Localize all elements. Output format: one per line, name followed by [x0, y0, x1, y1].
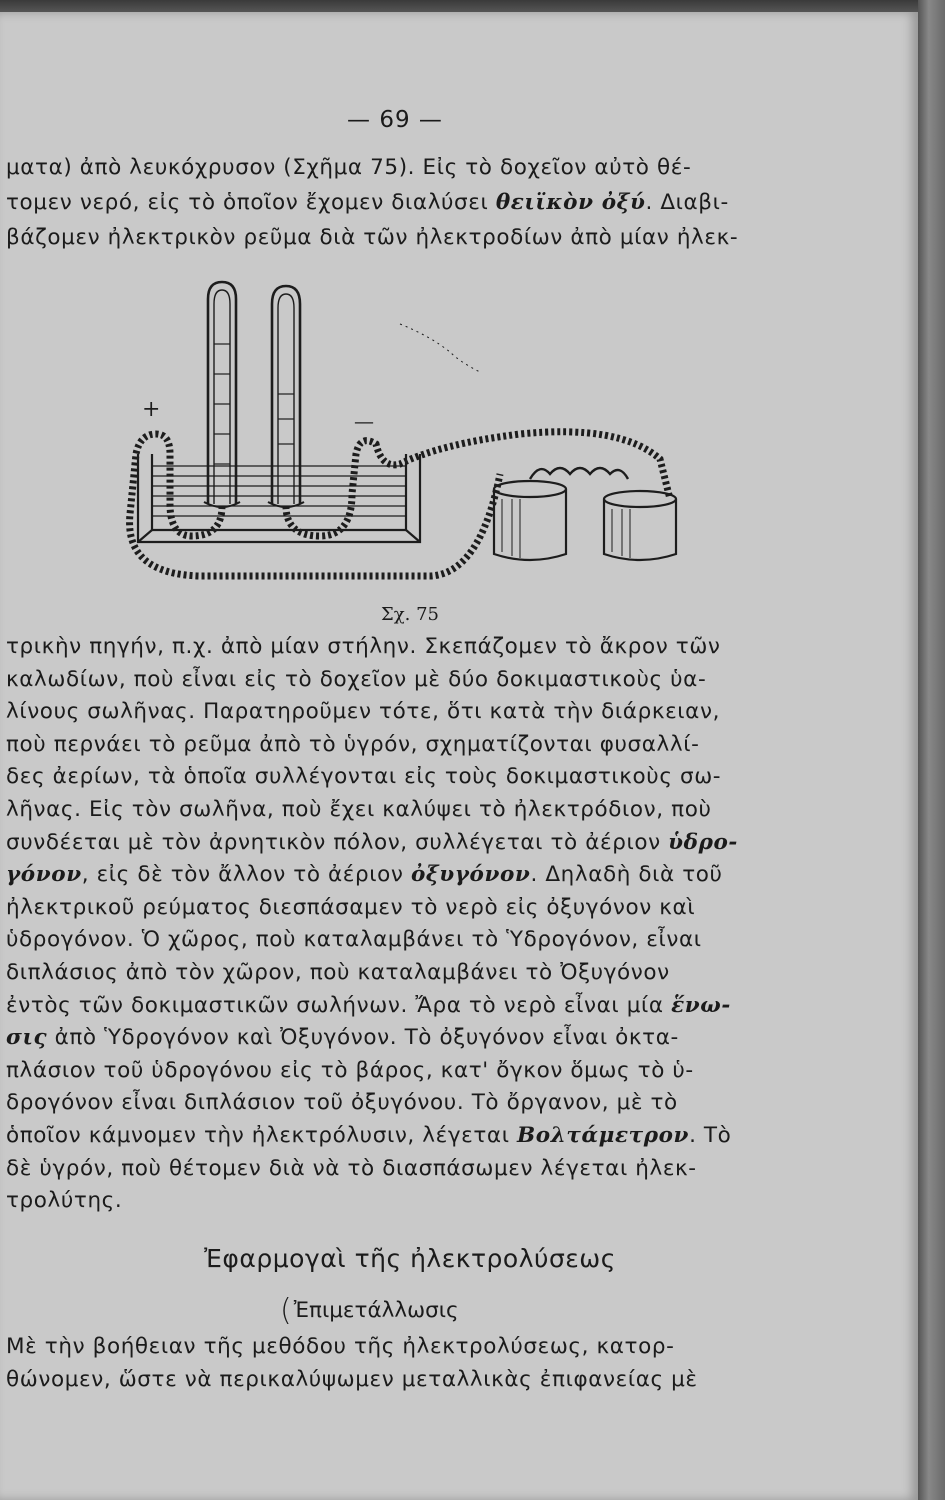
text-segment: λίνους σωλῆνας. Παρατηροῦμεν τότε, ὅτι κατὰ τὴν διάρκειαν, [6, 699, 721, 725]
text-line [6, 1121, 806, 1151]
trough-outline [138, 454, 420, 542]
subheading-brace: ( [280, 1293, 292, 1328]
figure-caption: Σχ. 75 [381, 604, 439, 625]
coil-connector [530, 468, 628, 479]
text-segment: καλωδίων, ποὺ εἶναι εἰς τὸ δοχεῖον μὲ δύο δοκιμαστικοὺς ὑα- [6, 666, 707, 692]
text-segment: δὲ ὑγρόν, ποὺ θέτομεν διὰ νὰ τὸ διασπάσωμεν λέγεται ἠλεκ- [6, 1155, 697, 1181]
text-line [6, 1154, 806, 1184]
text-segment: ματα) ἀπὸ λευκόχρυσον (Σχῆμα 75). Εἰς τὸ δοχεῖον αὐτὸ θέ- [6, 155, 692, 180]
text-line [6, 991, 806, 1021]
text-line [6, 665, 806, 695]
text-line [6, 1023, 806, 1053]
text-line [6, 828, 806, 858]
text-segment: πλάσιον τοῦ ὑδρογόνου εἰς τὸ βάρος, κατ' ὄγκον ὅμως τὸ ὑ- [6, 1057, 694, 1083]
text-line [6, 762, 806, 792]
emphasized-term: ὀξυγόνον [410, 862, 531, 888]
text-line [6, 730, 806, 760]
text-segment: ἠλεκτρικοῦ ρεύματος διεσπάσαμεν τὸ νερὸ εἰς ὀξυγόνον καὶ [6, 894, 696, 920]
book-page [0, 12, 918, 1500]
emphasized-term: ὑδρο- [668, 829, 738, 855]
text-line [6, 893, 806, 923]
text-line [6, 860, 806, 890]
text-line [6, 1056, 806, 1086]
text-segment: διπλάσιος ἀπὸ τὸν χῶρον, ποὺ καταλαμβάνει τὸ Ὀξυγόνον [6, 960, 670, 985]
text-segment: . Δηλαδὴ διὰ τοῦ [530, 862, 723, 888]
text-segment: . Τὸ [689, 1123, 732, 1148]
text-segment: δρογόνον εἶναι διπλάσιον τοῦ ὀξυγόνου. Τὸ ὄργανον, μὲ τὸ [6, 1090, 678, 1116]
text-segment: . Διαβι- [645, 190, 729, 215]
text-line [6, 925, 806, 955]
text-line [6, 1186, 806, 1216]
test-tube-left [208, 282, 236, 504]
text-segment: ὁποῖον κάμνομεν τὴν ἠλεκτρόλυσιν, λέγεται [6, 1123, 518, 1148]
text-segment: λῆνας. Εἰς τὸν σωλῆνα, ποὺ ἔχει καλύψει τὸ ἠλεκτρόδιον, ποὺ [6, 797, 712, 822]
emphasized-term: θειϊκὸν ὀξύ [495, 190, 646, 215]
battery-cell-left [494, 481, 566, 497]
text-segment: , εἰς δὲ τὸν ἄλλον τὸ ἀέριον [81, 862, 411, 888]
text-line [6, 1332, 806, 1362]
section-heading: Ἐφαρμογαὶ τῆς ἠλεκτρολύσεως [204, 1244, 616, 1273]
text-line [6, 1365, 806, 1395]
text-segment: ἀπὸ Ὑδρογόνον καὶ Ὀξυγόνον. Τὸ ὀξυγόνον εἶναι ὀκτα- [47, 1025, 679, 1051]
subsection-heading [280, 1293, 520, 1328]
text-line [6, 697, 806, 727]
emphasized-term: σις [6, 1025, 48, 1051]
minus-sign: — [354, 409, 374, 433]
test-tube-right [272, 286, 300, 504]
text-line [6, 1088, 806, 1118]
text-line [6, 153, 806, 183]
plus-sign: + [142, 397, 161, 422]
battery-cell-right [604, 491, 676, 507]
text-segment: τομεν νερό, εἰς τὸ ὁποῖον ἔχομεν διαλύσει [6, 190, 496, 215]
emphasized-term: Βολτάμετρον [517, 1123, 690, 1148]
text-segment: θώνομεν, ὥστε νὰ περικαλύψωμεν μεταλλικὰς ἐπιφανείας μὲ [6, 1367, 698, 1392]
text-segment: ἐντὸς τῶν δοκιμαστικῶν σωλήνων. Ἄρα τὸ νερὸ εἶναι μία [6, 992, 672, 1018]
text-segment: βάζομεν ἠλεκτρικὸν ρεῦμα διὰ τῶν ἠλεκτροδίων ἀπὸ μίαν ἠλεκ- [6, 225, 739, 250]
text-line [6, 958, 806, 988]
page-edge-shadow [918, 0, 945, 1500]
text-line [6, 795, 806, 825]
figure-drawing [100, 274, 720, 604]
text-line [6, 223, 806, 253]
text-segment: συνδέεται μὲ τὸν ἀρνητικὸν πόλον, συλλέγεται τὸ ἀέριον [6, 829, 669, 855]
page-number: — 69 — [347, 107, 443, 133]
emphasized-term: ἕνω- [671, 992, 731, 1018]
text-line [6, 632, 806, 662]
subheading-text: Ἐπιμετάλλωσις [293, 1298, 459, 1323]
text-segment: ὑδρογόνον. Ὁ χῶρος, ποὺ καταλαμβάνει τὸ Ὑδρογόνον, εἶναι [6, 927, 702, 953]
text-segment: τρικὴν πηγήν, π.χ. ἀπὸ μίαν στήλην. Σκεπάζομεν τὸ ἄκρον τῶν [6, 634, 721, 659]
text-segment: ποὺ περνάει τὸ ρεῦμα ἀπὸ τὸ ὑγρόν, σχηματίζονται φυσαλλί- [6, 731, 700, 757]
figure-electrolysis-apparatus [100, 274, 720, 604]
text-segment: τρολύτης. [6, 1188, 123, 1214]
text-segment: δες ἀερίων, τὰ ὁποῖα συλλέγονται εἰς τοὺς δοκιμαστικοὺς σω- [6, 764, 722, 790]
text-segment: Μὲ τὴν βοήθειαν τῆς μεθόδου τῆς ἠλεκτρολύσεως, κατορ- [6, 1334, 675, 1359]
text-line [6, 188, 806, 218]
emphasized-term: γόνον [6, 862, 82, 888]
wire-positive [130, 434, 500, 576]
